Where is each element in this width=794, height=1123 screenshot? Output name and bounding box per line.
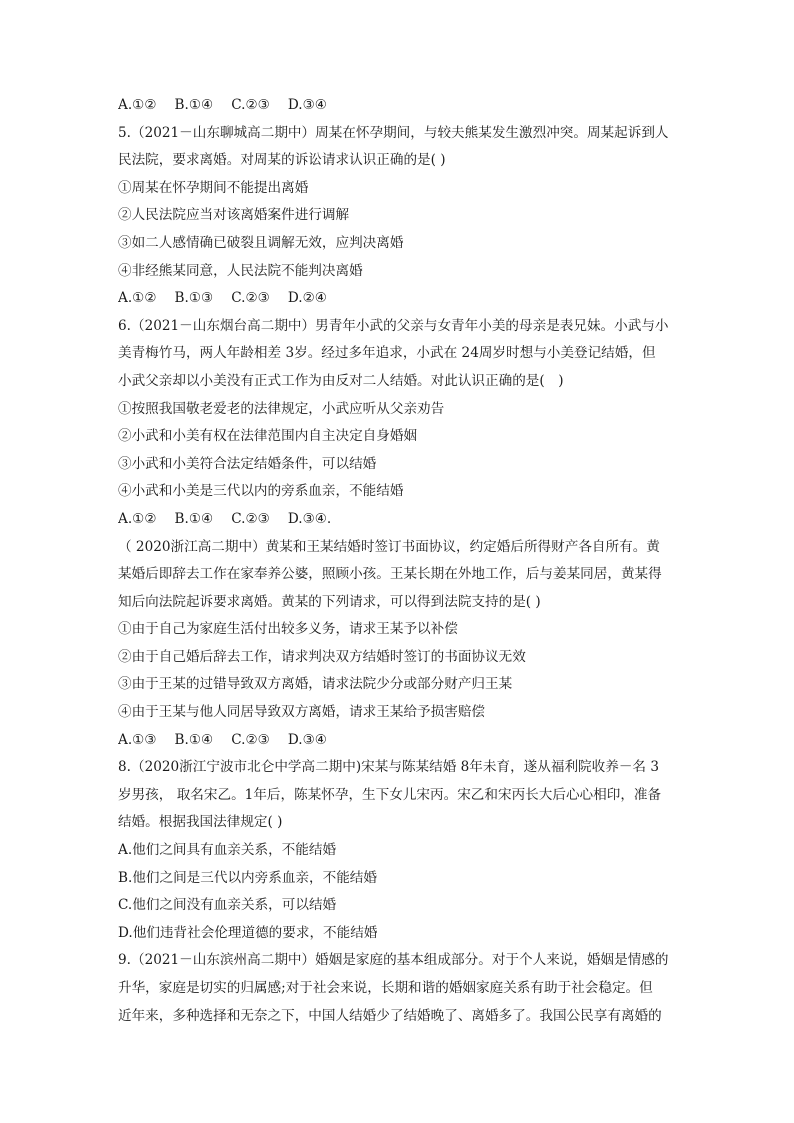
answer-options-row — [118, 727, 678, 755]
answer-option: D.③④ — [287, 731, 327, 748]
answer-option: D.③④ — [287, 97, 327, 113]
answer-option: C.②③ — [231, 97, 270, 113]
answer-options-row — [118, 92, 678, 120]
document-page — [118, 92, 678, 1030]
text-line: 9.（2021－山东滨州高二期中）婚姻是家庭的基本组成部分。对于个人来说，婚姻是情感的 — [118, 952, 669, 969]
text-line: ④小武和小美是三代以内的旁系血亲，不能结婚 — [118, 483, 404, 500]
answer-options-row — [118, 285, 678, 313]
text-line: ③由于王某的过错导致双方离婚，请求法院少分或部分财产归王某 — [118, 676, 513, 693]
answer-option: B.①③ — [174, 290, 214, 307]
text-line: 知后向法院起诉要求离婚。黄某的下列请求，可以得到法院支持的是( ) — [118, 593, 541, 610]
text-line: 升华，家庭是切实的归属感;对于社会来说，长期和谐的婚姻家庭关系有助于社会稳定。但 — [118, 980, 653, 996]
answer-option: A.①② — [118, 290, 157, 307]
answer-option: D.③④. — [287, 510, 332, 527]
text-line: ②小武和小美有权在法律范围内自主决定自身婚姻 — [118, 428, 418, 445]
text-line: ①按照我国敬老爱老的法律规定，小武应听从父亲劝告 — [118, 400, 445, 417]
text-line: 8.（2020浙江宁波市北仑中学高二期中)宋某与陈某结婚 8年未育，遂从福利院收养－名 3 — [118, 759, 659, 776]
answer-option: B.①④ — [174, 731, 214, 748]
answer-options-row — [118, 506, 678, 534]
text-line: 6.（2021－山东烟台高二期中）男青年小武的父亲与女青年小美的母亲是表兄妹。小武与小 — [118, 317, 669, 334]
answer-option: B.①④ — [174, 97, 214, 113]
text-line: ②由于自己婚后辞去工作，请求判决双方结婚时签订的书面协议无效 — [118, 648, 526, 665]
text-line: 结婚。根据我国法律规定( ) — [118, 814, 283, 831]
answer-option: B.①④ — [174, 510, 214, 527]
answer-option: C.②③ — [231, 731, 270, 748]
text-line: C.他们之间没有血亲关系，可以结婚 — [118, 897, 337, 914]
answer-option: A.①② — [118, 97, 157, 113]
text-line: ①由于自己为家庭生活付出较多义务，请求王某予以补偿 — [118, 621, 458, 638]
text-line: 民法院，要求离婚。对周某的诉讼请求认识正确的是( ) — [118, 152, 446, 169]
text-line: 某婚后即辞去工作在家奉养公婆，照顾小孩。王某长期在外地工作，后与姜某同居，黄某得 — [118, 566, 662, 583]
text-line: ③小武和小美符合法定结婚条件，可以结婚 — [118, 455, 377, 472]
text-line: ②人民法院应当对该离婚案件进行调解 — [118, 207, 350, 224]
text-line: D.他们违背社会伦理道德的要求，不能结婚 — [118, 924, 378, 941]
answer-option: C.②③ — [231, 510, 270, 527]
answer-option: C.②③ — [231, 290, 270, 307]
text-line: A.他们之间具有血亲关系，不能结婚 — [118, 842, 337, 859]
answer-option: D.②④ — [287, 290, 327, 307]
answer-option: A.①③ — [118, 731, 157, 748]
text-line: ④由于王某与他人同居导致双方离婚，请求王某给予损害赔偿 — [118, 704, 486, 721]
text-line: 美青梅竹马，两人年龄相差 3岁。经过多年追求，小武在 24周岁时想与小美登记结婚，但 — [118, 345, 656, 362]
text-line: B.他们之间是三代以内旁系血亲，不能结婚 — [118, 869, 377, 886]
text-line: ③如二人感情确已破裂且调解无效，应判决离婚 — [118, 234, 404, 251]
text-line: （ 2020浙江高二期中）黄某和王某结婚时签订书面协议，约定婚后所得财产各自所有。黄 — [118, 538, 660, 555]
text-line: 小武父亲却以小美没有正式工作为由反对二人结婚。对此认识正确的是( ) — [118, 372, 564, 389]
text-line: ④非经熊某同意，人民法院不能判决离婚 — [118, 262, 363, 279]
text-line: ①周某在怀孕期间不能提出离婚 — [118, 179, 309, 196]
answer-option: A.①② — [118, 510, 157, 527]
text-line: 5.（2021－山东聊城高二期中）周某在怀孕期间，与较夫熊某发生激烈冲突。周某起诉到人 — [118, 124, 669, 141]
text-line: 岁男孩， 取名宋乙。1年后，陈某怀孕，生下女儿宋丙。宋乙和宋丙长大后心心相印，准备 — [118, 786, 662, 803]
text-line: 近年来，多种选择和无奈之下，中国人结婚少了结婚晚了、离婚多了。我国公民享有离婚的 — [118, 1007, 662, 1024]
